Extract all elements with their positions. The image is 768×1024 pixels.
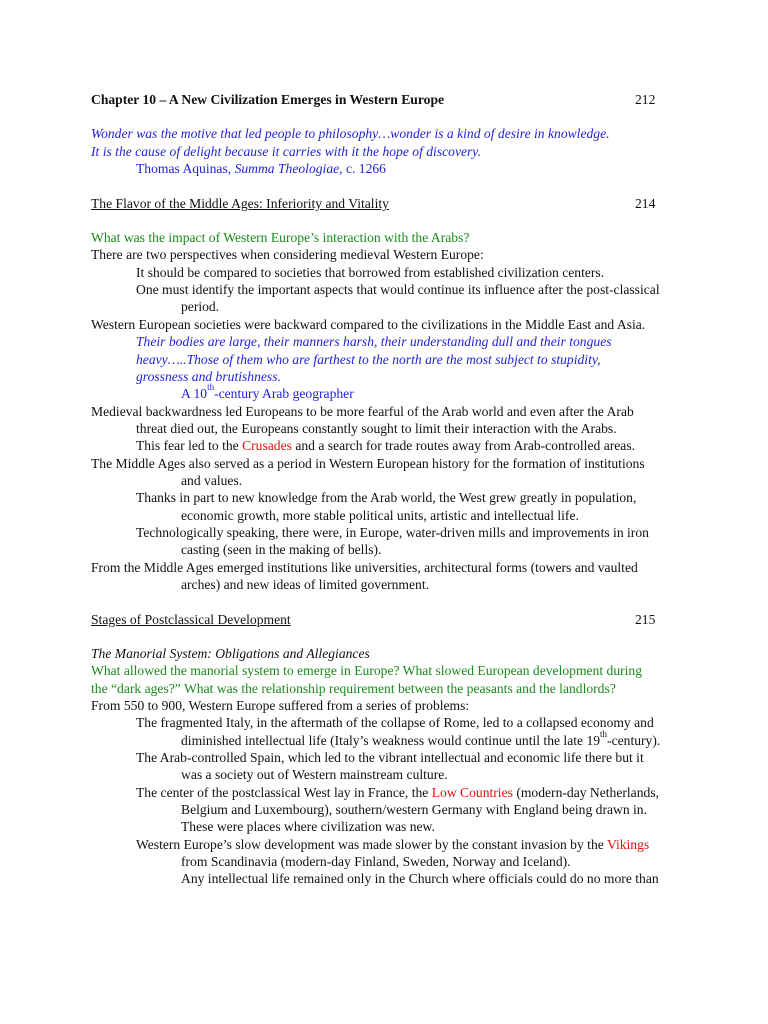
quote-aquinas-attribution [136, 160, 386, 177]
paragraph-low-countries [136, 784, 659, 801]
paragraph: Thanks in part to new knowledge from the Arab world, the West grew greatly in population, [136, 490, 637, 505]
term-vikings: Vikings [606, 837, 650, 852]
attribution-text: A 10 [181, 386, 208, 401]
paragraph: Medieval backwardness led Europeans to be more fearful of the Arab world and even after the Arab [91, 404, 634, 419]
paragraph-crusades [136, 437, 635, 454]
paragraph: Technologically speaking, there were, in Europe, water-driven mills and improvements in iron [136, 525, 649, 540]
paragraph: period. [181, 299, 220, 314]
quote-geographer-attribution [181, 382, 354, 402]
quote-aquinas-line1: Wonder was the motive that led people to philosophy…wonder is a kind of desire in knowledge. [91, 126, 610, 141]
paragraph: and values. [181, 473, 243, 488]
paragraph: arches) and new ideas of limited government. [181, 577, 429, 592]
question-manorial-line2: the “dark ages?” What was the relationship requirement between the peasants and the landlords? [91, 681, 616, 696]
quote-geographer-line2: heavy…..Those of them who are farthest to the north are the most subject to stupidity, [136, 352, 601, 367]
text: The center of the postclassical West lay in France, the [136, 785, 432, 800]
section-page-215: 215 [635, 612, 656, 627]
question-manorial-line1: What allowed the manorial system to emerge in Europe? What slowed European development during [91, 663, 643, 678]
term-crusades: Crusades [242, 438, 292, 453]
paragraph: From the Middle Ages emerged institutions like universities, architectural forms (towers and vaulted [91, 560, 638, 575]
text: Western Europe’s slow development was made slower by the constant invasion by the [136, 837, 607, 852]
paragraph-italy [181, 729, 661, 749]
quote-geographer-line3: grossness and brutishness. [136, 369, 281, 384]
superscript: th [207, 382, 215, 393]
paragraph: was a society out of Western mainstream culture. [181, 767, 448, 782]
paragraph: It should be compared to societies that borrowed from established civilization centers. [136, 265, 605, 280]
paragraph: Belgium and Luxembourg), southern/western Germany with England being drawn in. [181, 802, 647, 817]
quote-work: Summa Theologiae [234, 161, 340, 176]
superscript: th [600, 729, 608, 740]
paragraph: Any intellectual life remained only in the Church where officials could do no more than [181, 871, 659, 886]
text: This fear led to the [136, 438, 243, 453]
paragraph: There are two perspectives when considering medieval Western Europe: [91, 247, 484, 262]
section-page-214: 214 [635, 196, 656, 211]
chapter-title: Chapter 10 – A New Civilization Emerges in Western Europe [91, 92, 445, 107]
text: diminished intellectual life (Italy’s weakness would continue until the late 19 [181, 733, 601, 748]
paragraph: Western European societies were backward compared to the civilizations in the Middle East and Asia. [91, 317, 646, 332]
term-low-countries: Low Countries [431, 785, 513, 800]
subsection-title-manorial: The Manorial System: Obligations and Allegiances [91, 646, 370, 661]
paragraph: from Scandinavia (modern-day Finland, Sweden, Norway and Iceland). [181, 854, 571, 869]
quote-author: Thomas Aquinas, [136, 161, 235, 176]
chapter-page-number: 212 [635, 92, 656, 107]
text: -century). [607, 733, 661, 748]
paragraph: threat died out, the Europeans constantly sought to limit their interaction with the Arabs. [136, 421, 617, 436]
paragraph: The fragmented Italy, in the aftermath of the collapse of Rome, led to a collapsed economy and [136, 715, 654, 730]
paragraph: The Arab-controlled Spain, which led to the vibrant intellectual and economic life there but it [136, 750, 644, 765]
text: (modern-day Netherlands, [512, 785, 660, 800]
question-arabs: What was the impact of Western Europe’s interaction with the Arabs? [91, 230, 470, 245]
section-title-flavor: The Flavor of the Middle Ages: Inferiority and Vitality [91, 196, 389, 211]
paragraph: casting (seen in the making of bells). [181, 542, 382, 557]
quote-date: , c. 1266 [339, 161, 386, 176]
quote-geographer-line1: Their bodies are large, their manners harsh, their understanding dull and their tongues [136, 334, 612, 349]
paragraph: One must identify the important aspects that would continue its influence after the post-classical [136, 282, 660, 297]
quote-aquinas-line2: It is the cause of delight because it carries with it the hope of discovery. [91, 144, 481, 159]
paragraph: economic growth, more stable political units, artistic and intellectual life. [181, 508, 579, 523]
paragraph: From 550 to 900, Western Europe suffered from a series of problems: [91, 698, 470, 713]
text: and a search for trade routes away from Arab-controlled areas. [291, 438, 636, 453]
paragraph: The Middle Ages also served as a period in Western European history for the formation of institutions [91, 456, 645, 471]
attribution-text: -century Arab geographer [214, 386, 354, 401]
paragraph: These were places where civilization was new. [181, 819, 435, 834]
paragraph-vikings [136, 836, 649, 853]
section-title-stages: Stages of Postclassical Development [91, 612, 291, 627]
